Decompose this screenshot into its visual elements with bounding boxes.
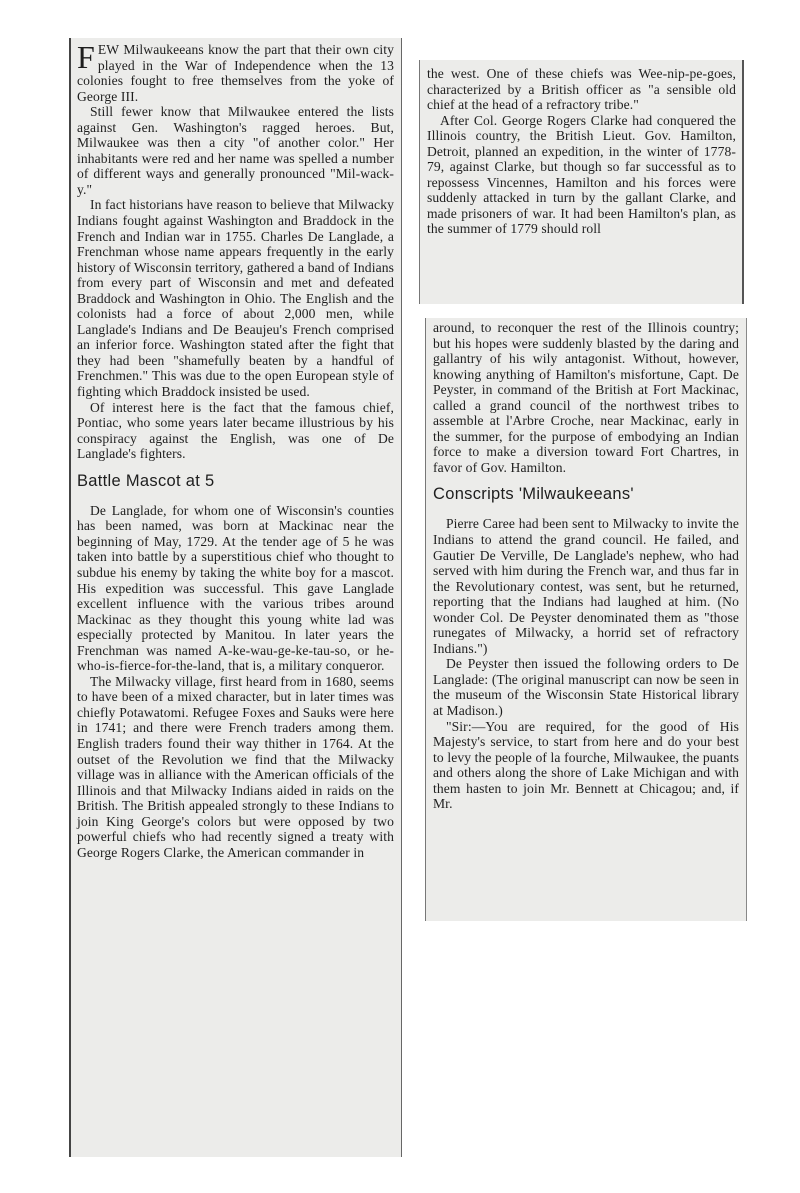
column-rule — [419, 60, 420, 304]
column-rule — [425, 318, 426, 921]
paragraph: the west. One of these chiefs was Wee-nip-pe-goes, characterized by a British officer as "a sensible old chief at the head of a refractory tribe." — [427, 66, 736, 113]
article-column-right-bottom — [425, 318, 747, 921]
column-rule — [746, 318, 747, 921]
lead-paragraph: FEW Milwaukeeans know the part that their own city played in the War of Independence when the 13 colonies fought to free themselves from the yoke of George III. — [77, 39, 394, 104]
drop-cap: F — [77, 39, 95, 75]
paragraph: Of interest here is the fact that the famous chief, Pontiac, who some years later became illustrious by his conspiracy against the English, was one of De Langlade's fighters. — [77, 399, 394, 462]
paragraph: Pierre Caree had been sent to Milwacky to invite the Indians to attend the grand council. He failed, and Gautier De Verville, De Langlade's nephew, who had served with him during the French war, and thus far in the Revolutionary contest, was sent, but he returned, reporting that the Indians had laughed at him. (No wonder Col. De Peyster denominated them as "those runegates of Milwacky, a horrid set of refractory Indians.") — [433, 516, 739, 656]
column-rule — [69, 38, 71, 1157]
paragraph: "Sir:—You are required, for the good of His Majesty's service, to start from here and do your best to levy the people of la fourche, Milwaukee, the puants and others along the shore of Lake Michigan and with them hasten to join Mr. Bennett at Chicagou; and, if Mr. — [433, 718, 739, 812]
paragraph: The Milwacky village, first heard from in 1680, seems to have been of a mixed character, but in later times was chiefly Potawatomi. Refugee Foxes and Sauks were here in 1741; and there were French traders among them. English traders found their way thither in 1764. At the outset of the Revolution we find that the Milwacky village was in alliance with the American officials of the Illinois and that Milwacky Indians aided in raids on the British. The British appealed strongly to these Indians to join King George's colors but were opposed by two powerful chiefs who had recently signed a treaty with George Rogers Clarke, the American commander in — [77, 673, 394, 860]
article-column-right-top — [419, 60, 744, 304]
paragraph: De Langlade, for whom one of Wisconsin's counties has been named, was born at Mackinac near the beginning of May, 1729. At the tender age of 5 he was taken into battle by a superstitious chief who thought to subdue his enemy by taking the white boy for a mascot. His expedition was successful. This gave Langlade excellent influence with the various tribes around Mackinac as they thought this young white lad was especially protected by Manitou. In later years the Frenchman was named A-ke-wau-ge-ke-tau-so, or he-who-is-fierce-for-the-land, that is, a military conqueror. — [77, 502, 394, 674]
paragraph: around, to reconquer the rest of the Illinois country; but his hopes were suddenly blasted by the daring and gallantry of his wily antagonist. Without, however, knowing anything of Hamilton's misfortune, Capt. De Peyster, in command of the British at Fort Mackinac, called a grand council of the northwest tribes to assemble at l'Arbre Croche, near Mackinac, early in the summer, for the purpose of embodying an Indian force to make a diversion toward Fort Chartres, in favor of Gov. Hamilton. — [433, 320, 739, 475]
paragraph: In fact historians have reason to believe that Milwacky Indians fought against Washington and Braddock in the French and Indian war in 1755. Charles De Langlade, a Frenchman whose name appears frequently in the early history of Wisconsin territory, gathered a band of Indians from every part of Wisconsin and met and defeated Braddock and Washington in Ohio. The English and the colonists had a force of about 2,000 men, while Langlade's Indians and De Beaujeu's French comprised an inferior force. Washington stated after the fight that they had been "shamefully beaten by a handful of Frenchmen." This was due to the open European style of fighting which Braddock insisted be used. — [77, 197, 394, 400]
section-heading-conscripts: Conscripts 'Milwaukeeans' — [433, 485, 634, 504]
paragraph: Still fewer know that Milwaukee entered the lists against Gen. Washington's ragged heroes. But, Milwaukee was then a city "of another color." Her inhabitants were red and her name was spelled a number of different ways and generally pronounced "Mil-wack-y." — [77, 104, 394, 197]
article-column-left — [69, 38, 402, 1157]
paragraph: After Col. George Rogers Clarke had conquered the Illinois country, the British Lieut. Gov. Hamilton, Detroit, planned an expedition, in the winter of 1778-79, against Clarke, but though so far successful as to repossess Vincennes, Hamilton and his forces were suddenly attacked in turn by the gallant Clarke, and made prisoners of war. It had been Hamilton's plan, as the summer of 1779 should roll — [427, 112, 736, 237]
paragraph: De Peyster then issued the following orders to De Langlade: (The original manuscript can now be seen in the museum of the Wisconsin State Historical library at Madison.) — [433, 656, 739, 719]
column-rule — [742, 60, 744, 304]
section-heading-battle-mascot: Battle Mascot at 5 — [77, 471, 215, 490]
column-rule — [401, 38, 402, 1157]
